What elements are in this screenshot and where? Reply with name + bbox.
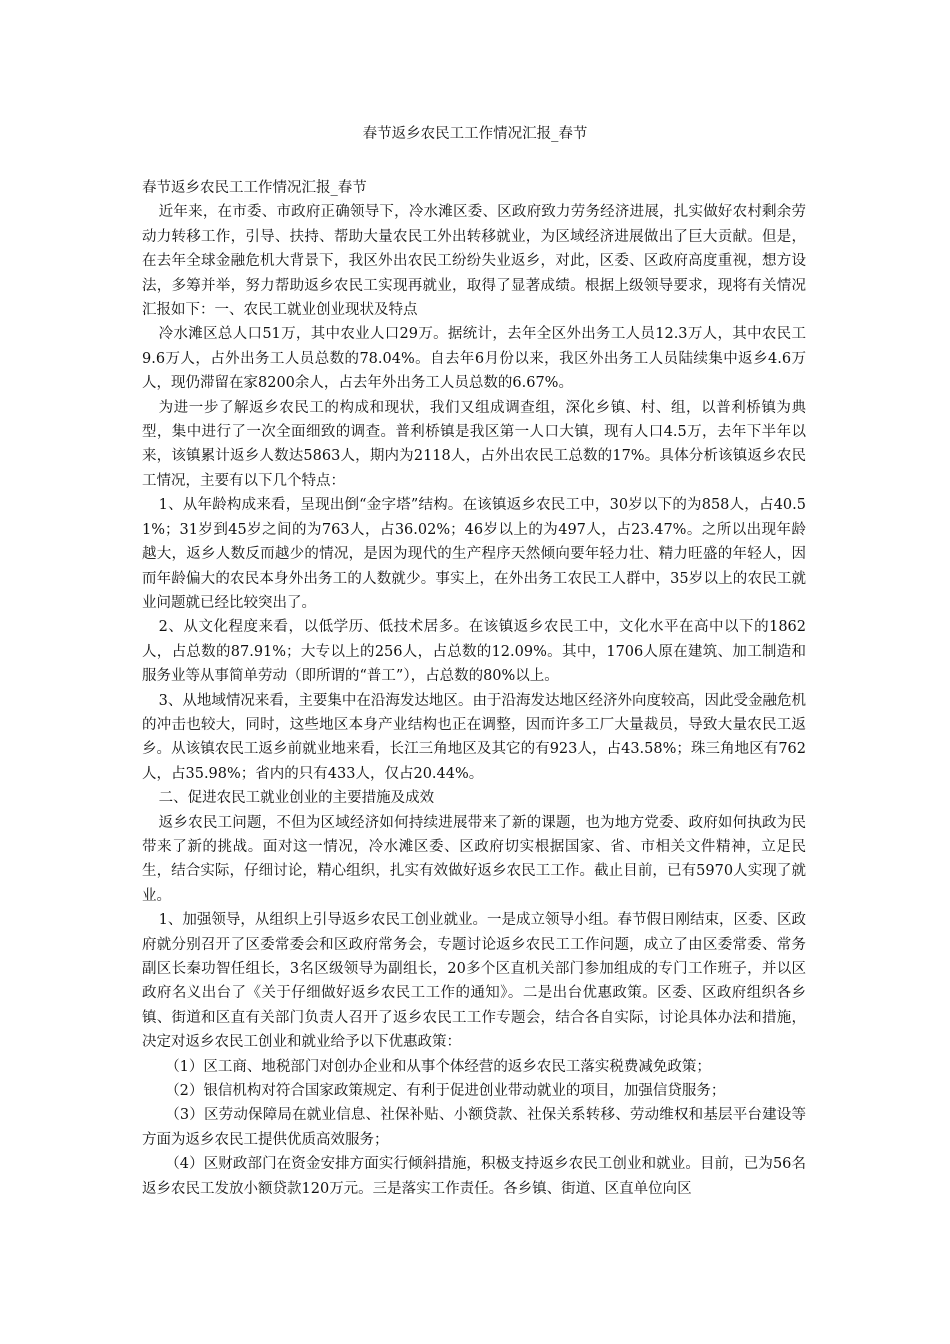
policy-item-2: （2）银信机构对符合国家政策规定、有利于促进创业带动就业的项目，加强信贷服务； [165,1083,726,1100]
policy-item-1: （1）区工商、地税部门对创办企业和从事个体经营的返乡农民工落实税费减免政策； [165,1058,711,1075]
intro-paragraph: 近年来，在市委、市政府正确领导下，冷水滩区委、区政府致力劳务经济进展，扎实做好农村剩余劳动力转移工作，引导、扶持、帮助大量农民工外出转移就业，为区域经济进展做出了巨大贡献。但是，在去年全球金融危机大背景下，我区外出农民工纷纷失业返乡，对此，区委、区政府高度重视，想方设法，多筹并举，努力帮助返乡农民工实现再就业，取得了显著成绩。根据上级领导要求，现将有关情况汇报如下：一、农民工就业创业现状及特点 [142,204,806,319]
policy-item-4: （4）区财政部门在资金安排方面实行倾斜措施，积极支持返乡农民工创业和就业。目前，已为56名返乡农民工发放小额贷款120万元。三是落实工作责任。各乡镇、街道、区直单位向区 [142,1156,806,1197]
population-paragraph: 冷水滩区总人口51万，其中农业人口29万。据统计，去年全区外出务工人员12.3万人，其中农民工9.6万人，占外出务工人员总数的78.04%。自去年6月份以来，我区外出务工人员陆续集中返乡4.6万人，现仍滞留在家8200余人，占去年外出务工人员总数的6.67%。 [142,326,806,392]
section-heading-measures: 二、促进农民工就业创业的主要措施及成效 [158,790,435,807]
age-structure-paragraph: 1、从年龄构成来看，呈现出倒“金字塔”结构。在该镇返乡农民工中，30岁以下的为858人，占40.51%；31岁到45岁之间的为763人，占36.02%；46岁以上的为497人，占23.47%。之所以出现年龄越大，返乡人数反而越少的情况，是因为现代的生产程序天然倾向要年轻力壮、精力旺盛的年轻人，因而年龄偏大的农民本身外出务工的人数就少。事实上，在外出务工农民工人群中，35岁以上的农民工就业问题就已经比较突出了。 [142,497,806,611]
leadership-paragraph: 1、加强领导，从组织上引导返乡农民工创业就业。一是成立领导小组。春节假日刚结束，区委、区政府就分别召开了区委常委会和区政府常务会，专题讨论返乡农民工工作问题，成立了由区委常委、常务副区长秦功智任组长，3名区级领导为副组长，20多个区直机关部门参加组成的专门工作班子，并以区政府名义出台了《关于仔细做好返乡农民工工作的通知》。二是出台优惠政策。区委、区政府组织各乡镇、街道和区直有关部门负责人召开了返乡农民工工作专题会，结合各自实际，讨论具体办法和措施，决定对返乡农民工创业和就业给予以下优惠政策： [142,912,806,1051]
policy-item-3: （3）区劳动保障局在就业信息、社保补贴、小额贷款、社保关系转移、劳动维权和基层平台建设等方面为返乡农民工提供优质高效服务； [142,1107,806,1148]
region-paragraph: 3、从地域情况来看，主要集中在沿海发达地区。由于沿海发达地区经济外向度较高，因此受金融危机的冲击也较大，同时，这些地区本身产业结构也正在调整，因而许多工厂大量裁员，导致大量农民工返乡。从该镇农民工返乡前就业地来看，长江三角地区及其它的有923人，占43.58%；珠三角地区有762人，占35.98%；省内的只有433人，仅占20.44%。 [142,692,806,782]
education-paragraph: 2、从文化程度来看，以低学历、低技术居多。在该镇返乡农民工中，文化水平在高中以下的1862人，占总数的87.91%；大专以上的256人，占总数的12.09%。其中，1706人原在建筑、加工制造和服务业等从事简单劳动（即所谓的“普工”），占总数的80%以上。 [142,619,806,685]
survey-paragraph: 为进一步了解返乡农民工的构成和现状，我们又组成调查组，深化乡镇、村、组，以普利桥镇为典型，集中进行了一次全面细致的调查。普利桥镇是我区第一人口大镇，现有人口4.5万，去年下半年以来，该镇累计返乡人数达5863人，期内为2118人，占外出农民工总数的17%。具体分析该镇返乡农民工情况，主要有以下几个特点： [142,399,806,489]
document-title: 春节返乡农民工工作情况汇报_春节 [362,126,588,142]
document-body [142,176,806,1201]
subtitle-paragraph: 春节返乡农民工工作情况汇报_春节 [142,180,367,196]
measures-intro-paragraph: 返乡农民工问题，不但为区域经济如何持续进展带来了新的课题，也为地方党委、政府如何执政为民带来了新的挑战。面对这一情况，冷水滩区委、区政府切实根据国家、省、市相关文件精神，立足民生，结合实际，仔细讨论，精心组织，扎实有效做好返乡农民工工作。截止目前，已有5970人实现了就业。 [142,814,806,904]
